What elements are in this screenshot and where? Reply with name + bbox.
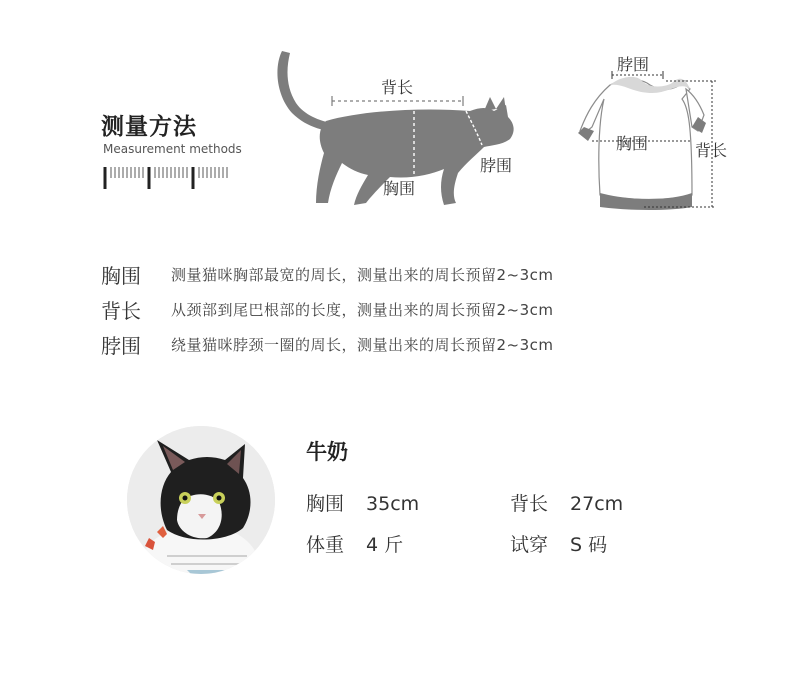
pet-stat-back bbox=[510, 489, 623, 516]
definition-term: 胸围 bbox=[101, 264, 141, 288]
pet-stat-chest bbox=[306, 489, 419, 516]
definition-row bbox=[101, 327, 554, 362]
stat-key: 背长 bbox=[510, 493, 549, 515]
definition-text: 从颈部到尾巴根部的长度，测量出来的周长预留2~3cm bbox=[171, 301, 554, 319]
stat-key: 胸围 bbox=[306, 493, 345, 515]
cat-back-length-label: 背长 bbox=[381, 78, 414, 97]
stat-value: 27cm bbox=[570, 493, 624, 515]
definition-term: 背长 bbox=[101, 299, 141, 323]
section-subtitle: Measurement methods bbox=[103, 142, 242, 156]
pet-avatar bbox=[127, 426, 275, 574]
shirt-icon bbox=[570, 45, 750, 215]
pet-stat-weight bbox=[306, 530, 403, 557]
cat-chest-label: 胸围 bbox=[383, 179, 416, 198]
definition-row bbox=[101, 257, 554, 292]
cat-neck-label: 脖围 bbox=[480, 156, 513, 175]
stat-value: 35cm bbox=[366, 493, 420, 515]
shirt-back-length-label: 背长 bbox=[695, 141, 728, 160]
section-title: 测量方法 bbox=[101, 114, 197, 140]
pet-name: 牛奶 bbox=[306, 440, 348, 464]
cat-measurement-diagram bbox=[270, 45, 530, 215]
definition-text: 绕量猫咪脖颈一圈的周长，测量出来的周长预留2~3cm bbox=[171, 336, 554, 354]
definition-term: 脖围 bbox=[101, 334, 141, 358]
stat-key: 试穿 bbox=[510, 534, 549, 556]
shirt-neck-label: 脖围 bbox=[617, 55, 650, 74]
stat-value: 4 斤 bbox=[366, 534, 404, 556]
stat-key: 体重 bbox=[306, 534, 345, 556]
ruler-icon bbox=[103, 164, 233, 190]
pet-stat-size bbox=[510, 530, 607, 557]
measurement-definitions bbox=[101, 257, 554, 362]
shirt-measurement-diagram bbox=[570, 45, 750, 215]
cat-photo-icon bbox=[127, 426, 275, 574]
stat-value: S 码 bbox=[570, 534, 608, 556]
definition-text: 测量猫咪胸部最宽的周长，测量出来的周长预留2~3cm bbox=[171, 266, 554, 284]
shirt-chest-label: 胸围 bbox=[616, 134, 649, 153]
definition-row bbox=[101, 292, 554, 327]
